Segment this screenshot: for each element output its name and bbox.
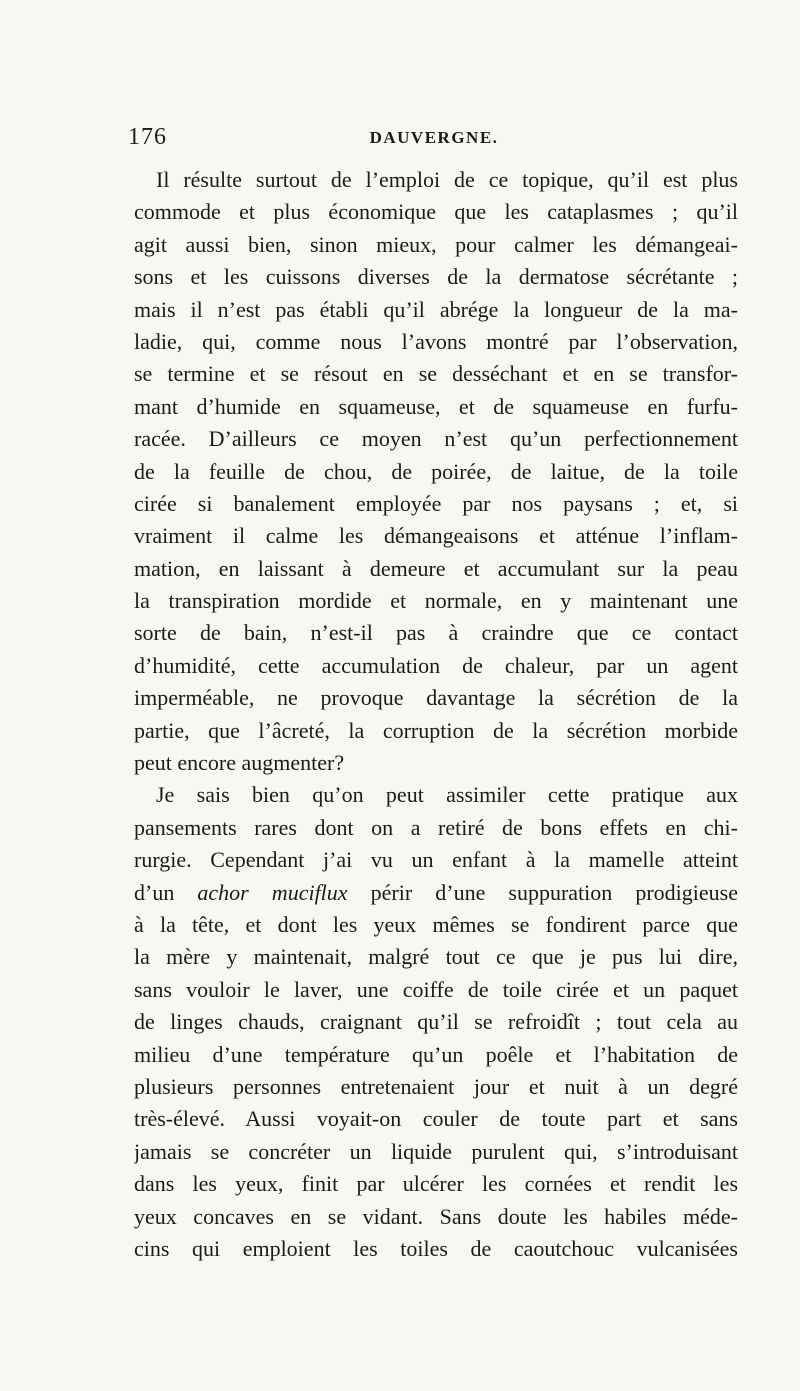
text-line bbox=[134, 423, 738, 455]
italic-term: achor muciflux bbox=[197, 879, 348, 905]
text-line-content: jamais se concréter un liquide purulent qui, s’introduisant bbox=[134, 1138, 738, 1164]
text-line bbox=[134, 391, 738, 423]
text-line bbox=[134, 294, 738, 326]
text-line-content: milieu d’une température qu’un poêle et l’habitation de bbox=[134, 1041, 738, 1067]
page-header bbox=[128, 124, 740, 164]
text-line-content: d’humidité, cette accumulation de chaleur, par un agent bbox=[134, 652, 738, 678]
text-line-content: pansements rares dont on a retiré de bons effets en chi- bbox=[134, 814, 738, 840]
text-line-content: se termine et se résout en se desséchant et en se transfor- bbox=[134, 361, 738, 387]
text-line-content: périr d’une suppuration prodigieuse bbox=[347, 879, 738, 905]
text-line-content: mation, en laissant à demeure et accumulant sur la peau bbox=[134, 555, 738, 581]
text-line bbox=[134, 779, 738, 811]
page-number: 176 bbox=[128, 124, 167, 150]
running-head: DAUVERGNE. bbox=[369, 128, 499, 147]
text-line-content: sans vouloir le laver, une coiffe de toile cirée et un paquet bbox=[134, 976, 738, 1002]
text-line-content: racée. D’ailleurs ce moyen n’est qu’un perfectionnement bbox=[134, 426, 738, 452]
text-line bbox=[134, 520, 738, 552]
text-line-content: de linges chauds, craignant qu’il se refroidît ; tout cela au bbox=[134, 1009, 738, 1035]
text-line-content: d’un bbox=[134, 879, 198, 905]
text-line bbox=[134, 877, 738, 909]
text-line bbox=[134, 715, 738, 747]
text-line-content: yeux concaves en se vidant. Sans doute les habiles méde- bbox=[134, 1203, 738, 1229]
text-line bbox=[134, 812, 738, 844]
text-line-content: dans les yeux, finit par ulcérer les cornées et rendit les bbox=[134, 1171, 738, 1197]
text-line-content: commode et plus économique que les cataplasmes ; qu’il bbox=[134, 199, 738, 225]
text-line-content: très-élevé. Aussi voyait-on couler de toute part et sans bbox=[134, 1106, 738, 1132]
text-line-content: cirée si banalement employée par nos paysans ; et, si bbox=[134, 490, 738, 516]
text-line-content: vraiment il calme les démangeaisons et atténue l’inflam- bbox=[134, 523, 738, 549]
text-line bbox=[134, 747, 738, 779]
body-text bbox=[134, 164, 738, 1265]
text-line-content: mais il n’est pas établi qu’il abrége la longueur de la ma- bbox=[134, 296, 738, 322]
text-line bbox=[134, 1103, 738, 1135]
text-line bbox=[134, 1039, 738, 1071]
text-line bbox=[134, 909, 738, 941]
text-line bbox=[134, 1201, 738, 1233]
text-line bbox=[134, 261, 738, 293]
text-line bbox=[134, 1233, 738, 1265]
text-line-content: la transpiration mordide et normale, en y maintenant une bbox=[134, 588, 738, 614]
text-line bbox=[134, 553, 738, 585]
text-line-content: rurgie. Cependant j’ai vu un enfant à la mamelle atteint bbox=[134, 847, 738, 873]
text-line bbox=[134, 488, 738, 520]
text-line-content: plusieurs personnes entretenaient jour et nuit à un degré bbox=[134, 1073, 738, 1099]
text-line bbox=[134, 456, 738, 488]
text-line-content: agit aussi bien, sinon mieux, pour calmer les démangeai- bbox=[134, 231, 738, 257]
text-line-content: cins qui emploient les toiles de caoutchouc vulcanisées bbox=[134, 1235, 738, 1261]
text-line bbox=[134, 682, 738, 714]
text-line bbox=[134, 1006, 738, 1038]
text-line-content: Il résulte surtout de l’emploi de ce topique, qu’il est plus bbox=[156, 167, 738, 192]
text-line bbox=[134, 1168, 738, 1200]
text-line-content: sorte de bain, n’est-il pas à craindre que ce contact bbox=[134, 620, 738, 646]
text-line-content: à la tête, et dont les yeux mêmes se fondirent parce que bbox=[134, 911, 738, 937]
text-line bbox=[134, 196, 738, 228]
text-line bbox=[134, 585, 738, 617]
text-line-content: ladie, qui, comme nous l’avons montré par l’observation, bbox=[134, 328, 738, 354]
text-line bbox=[134, 1136, 738, 1168]
text-line bbox=[134, 844, 738, 876]
text-line bbox=[134, 358, 738, 390]
text-line bbox=[134, 617, 738, 649]
text-line-content: Je sais bien qu’on peut assimiler cette pratique aux bbox=[156, 782, 738, 808]
text-line-content: la mère y maintenait, malgré tout ce que je pus lui dire, bbox=[134, 944, 738, 970]
text-line bbox=[134, 974, 738, 1006]
text-line-content: peut encore augmenter? bbox=[134, 750, 345, 776]
text-line-content: imperméable, ne provoque davantage la sécrétion de la bbox=[134, 685, 738, 711]
text-line bbox=[134, 164, 738, 196]
text-line-content: partie, que l’âcreté, la corruption de la sécrétion morbide bbox=[134, 717, 738, 743]
text-line bbox=[134, 229, 738, 261]
text-line-content: sons et les cuissons diverses de la dermatose sécrétante ; bbox=[134, 264, 738, 290]
text-line-content: de la feuille de chou, de poirée, de laitue, de la toile bbox=[134, 458, 738, 484]
text-line bbox=[134, 1071, 738, 1103]
text-line bbox=[134, 326, 738, 358]
text-line bbox=[134, 941, 738, 973]
text-line bbox=[134, 650, 738, 682]
text-line-content: mant d’humide en squameuse, et de squameuse en furfu- bbox=[134, 393, 738, 419]
